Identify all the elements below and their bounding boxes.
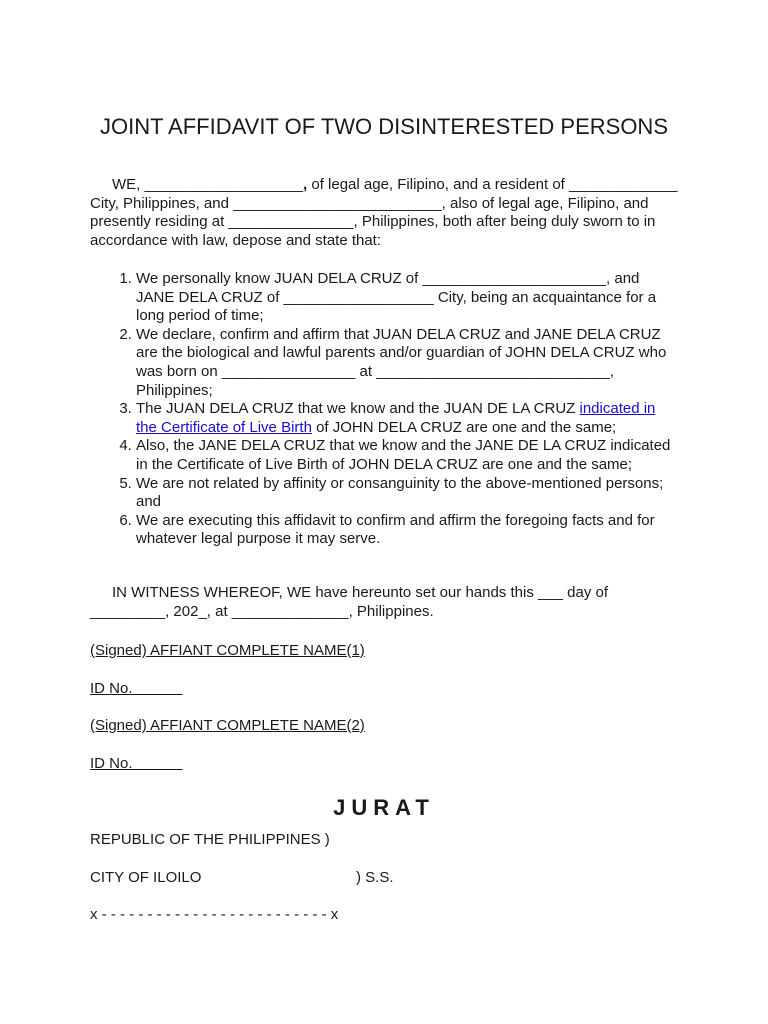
certificate-of-live-birth-link[interactable]: indicated in the Certificate of Live Birth <box>136 400 656 436</box>
intro-paragraph <box>90 176 678 250</box>
venue-ss: ) S.S. <box>356 869 394 886</box>
venue-city: CITY OF ILOILO <box>90 869 202 886</box>
venue-republic: REPUBLIC OF THE PHILIPPINES ) <box>90 831 330 848</box>
fact-item-3 <box>136 400 678 437</box>
affiant-1-signature: (Signed) AFFIANT COMPLETE NAME(1) <box>90 642 365 659</box>
intro-part2: of legal age, Filipino, and a resident of _____________ City, Philippines, and _________________________, also of legal age, Filipino, and presently residing at _______________, Philippines, both after being duly sworn to in accordance with law, depose and state that: <box>90 176 678 249</box>
intro-comma: , <box>303 176 308 193</box>
intro-part1: WE, ___________________ <box>112 176 304 193</box>
fact-item-6: 6. We are executing this affidavit to confirm and affirm the foregoing facts and for whatever legal purpose it may serve. <box>136 512 678 549</box>
jurat-heading: JURAT <box>333 795 435 820</box>
witness-paragraph <box>90 584 678 621</box>
witness-text: IN WITNESS WHEREOF, WE have hereunto set our hands this ___ day of _________, 202_, at ______________, Philippines. <box>90 584 609 620</box>
affiant-2-id: ID No. <box>90 755 183 772</box>
fact-item-5: 5. We are not related by affinity or consanguinity to the above-mentioned persons; and <box>136 475 678 512</box>
fact-item-2: 2. We declare, confirm and affirm that JUAN DELA CRUZ and JANE DELA CRUZ are the biological and lawful parents and/or guardian of JOHN DELA CRUZ who was born on ________________ at ____________________________, Philippines; <box>136 326 678 400</box>
affiant-1-id: ID No. <box>90 680 183 697</box>
fact-item-1: 1. We personally know JUAN DELA CRUZ of ______________________, and JANE DELA CRUZ of __________________ City, being an acquaintance for a long period of time; <box>136 270 678 326</box>
fact-item-3-after: of JOHN DELA CRUZ are one and the same; <box>311 418 617 436</box>
document-title: JOINT AFFIDAVIT OF TWO DISINTERESTED PERSONS <box>100 114 668 139</box>
facts-list <box>90 270 678 549</box>
affiant-2-signature: (Signed) AFFIANT COMPLETE NAME(2) <box>90 717 365 734</box>
fact-item-4: 4. Also, the JANE DELA CRUZ that we know and the JANE DE LA CRUZ indicated in the Certificate of Live Birth of JOHN DELA CRUZ are one and the same; <box>136 437 678 474</box>
fact-item-3-before: The JUAN DELA CRUZ that we know and the JUAN DE LA CRUZ <box>136 400 580 418</box>
separator-line: x - - - - - - - - - - - - - - - - - - - - - - - - - x <box>90 906 339 923</box>
